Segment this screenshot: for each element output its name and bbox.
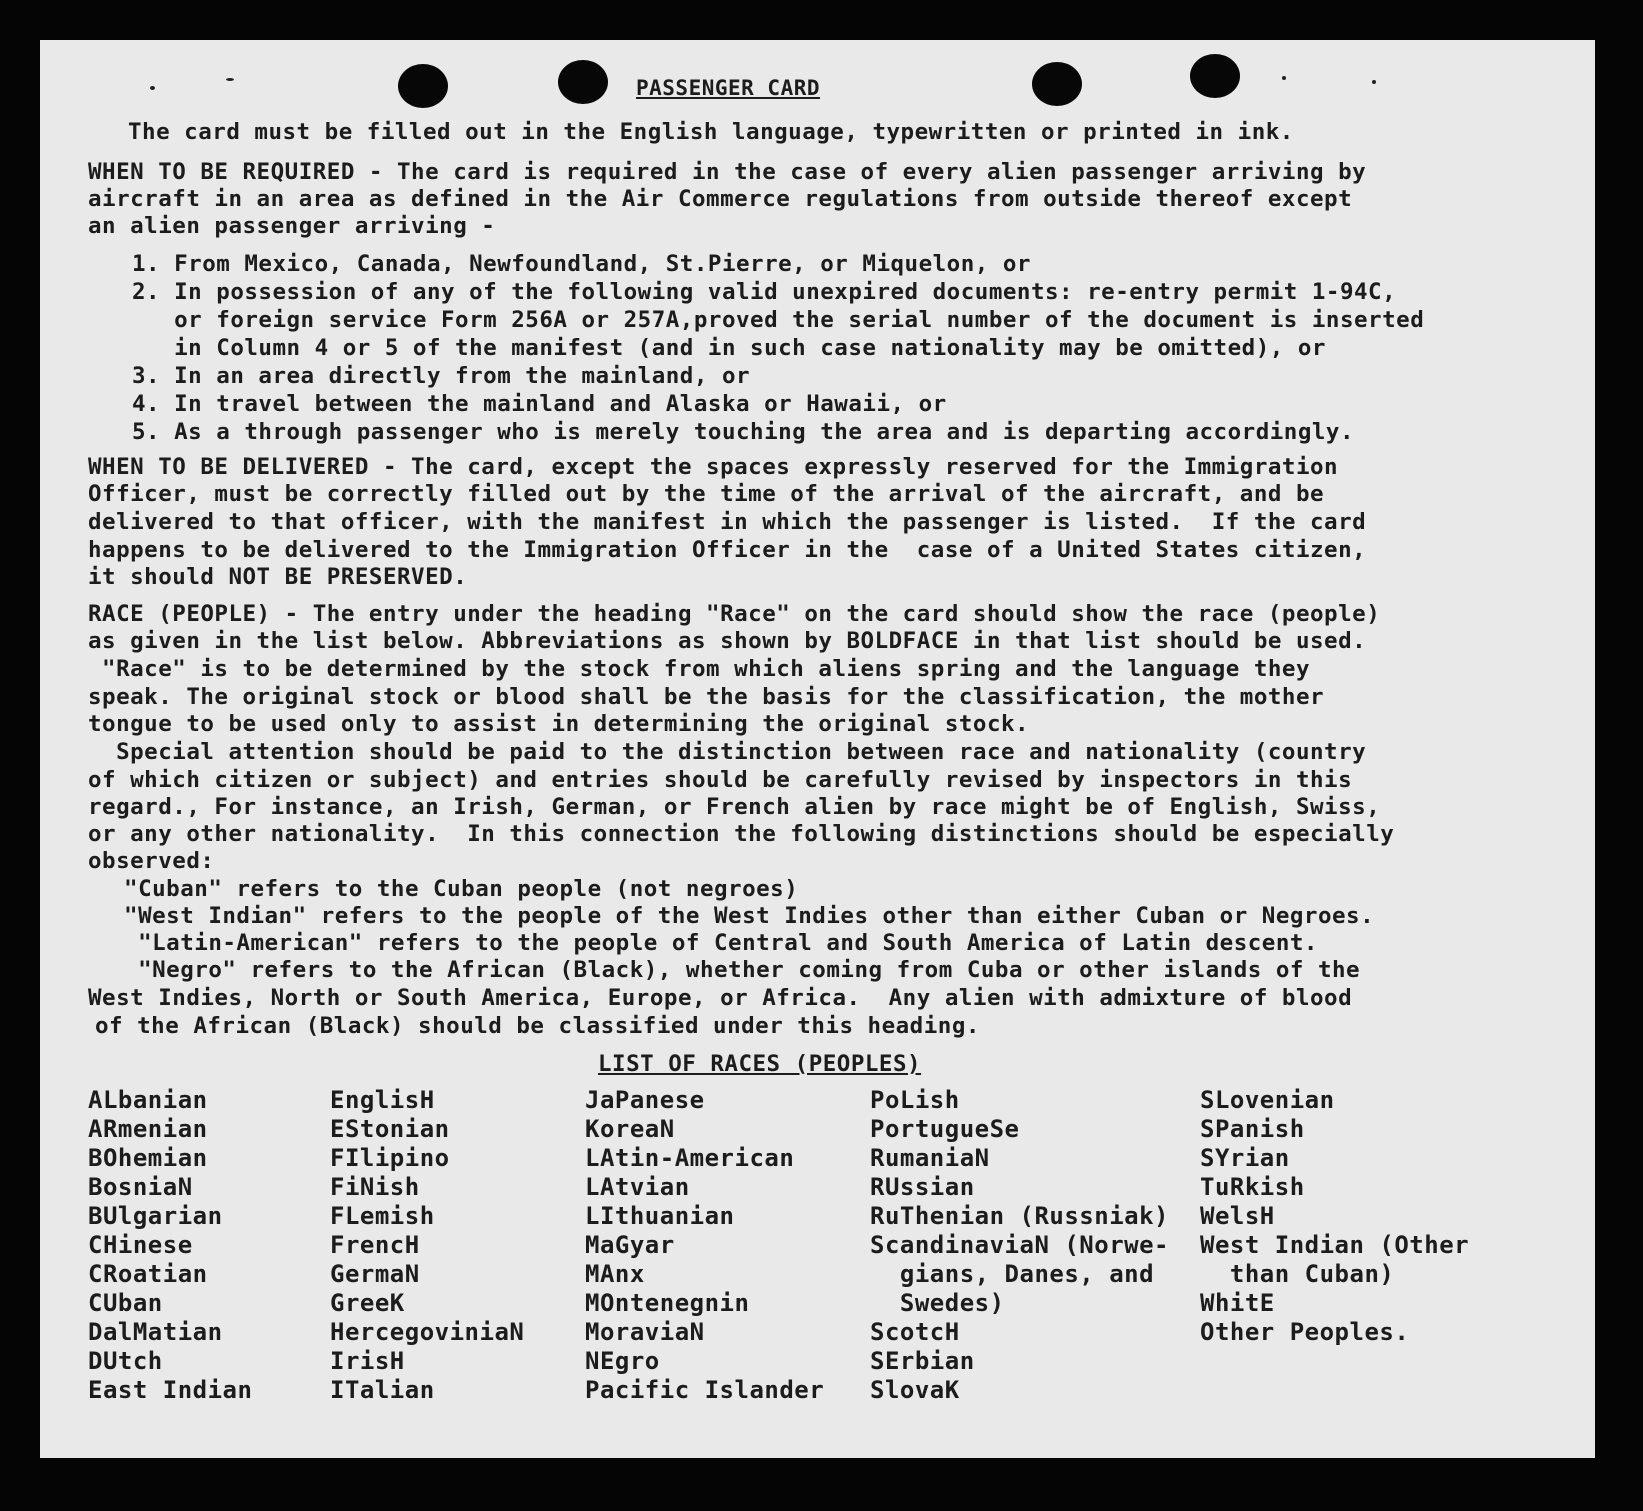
race-name: IrisH <box>330 1347 405 1375</box>
punch-hole <box>1190 54 1240 98</box>
race-name: BUlgarian <box>88 1202 223 1230</box>
race-name: BOhemian <box>88 1144 208 1172</box>
delivered-line: Officer, must be correctly filled out by the time of the arrival of the aircraft, and be <box>88 481 1325 507</box>
race-name: TuRkish <box>1200 1173 1305 1201</box>
race-name: MAnx <box>585 1260 645 1288</box>
exception-item: 1. From Mexico, Canada, Newfoundland, St.Pierre, or Miquelon, or <box>132 251 1031 277</box>
race-name: RumaniaN <box>870 1144 990 1172</box>
race-line: speak. The original stock or blood shall be the basis for the classification, the mother <box>88 684 1325 710</box>
race-name: LIthuanian <box>585 1202 735 1230</box>
race-name: ITalian <box>330 1376 435 1404</box>
exception-item: in Column 4 or 5 of the manifest (and in such case nationality may be omitted), or <box>132 335 1326 361</box>
distinction-line: "Negro" refers to the African (Black), whether coming from Cuba or other islands of the <box>110 957 1361 983</box>
distinction-line: "West Indian" refers to the people of the West Indies other than either Cuban or Negroes. <box>110 903 1375 929</box>
race-name: West Indian (Other <box>1200 1231 1470 1259</box>
race-name: MoraviaN <box>585 1318 705 1346</box>
race-name: EnglisH <box>330 1086 435 1114</box>
race-name: LAtin-American <box>585 1144 795 1172</box>
ink-speck <box>1372 80 1376 84</box>
race-name: SYrian <box>1200 1144 1290 1172</box>
intro-line: The card must be filled out in the English language, typewritten or printed in ink. <box>128 119 1294 145</box>
required-line: aircraft in an area as defined in the Air Commerce regulations from outside thereof except <box>88 186 1353 212</box>
race-column-1 <box>88 1086 252 1405</box>
passenger-card <box>40 40 1595 1458</box>
exception-item: 2. In possession of any of the following valid unexpired documents: re-entry permit 1-94C, <box>132 279 1397 305</box>
race-name: ALbanian <box>88 1086 208 1114</box>
ink-speck <box>1282 76 1286 80</box>
race-name: BosniaN <box>88 1173 193 1201</box>
race-name: GreeK <box>330 1289 405 1317</box>
race-name: FLemish <box>330 1202 435 1230</box>
list-title: LIST OF RACES (PEOPLES) <box>598 1051 922 1077</box>
exception-item: 4. In travel between the mainland and Alaska or Hawaii, or <box>132 391 947 417</box>
race-line: of which citizen or subject) and entries should be carefully revised by inspectors in this <box>88 767 1353 793</box>
race-line: "Race" is to be determined by the stock from which aliens spring and the language they <box>88 656 1311 682</box>
race-name: FiNish <box>330 1173 420 1201</box>
race-name: gians, Danes, and <box>870 1260 1155 1288</box>
race-name: CUban <box>88 1289 163 1317</box>
distinction-line: of the African (Black) should be classified under this heading. <box>95 1013 980 1039</box>
exception-item: or foreign service Form 256A or 257A,proved the serial number of the document is inserted <box>132 307 1425 333</box>
race-name: ScotcH <box>870 1318 960 1346</box>
punch-hole <box>558 60 608 104</box>
ink-speck <box>150 86 155 90</box>
race-name: PoLish <box>870 1086 960 1114</box>
race-name: CRoatian <box>88 1260 208 1288</box>
race-line: Special attention should be paid to the distinction between race and nationality (country <box>88 739 1367 765</box>
race-name: SlovaK <box>870 1376 960 1404</box>
required-line: WHEN TO BE REQUIRED - The card is required in the case of every alien passenger arriving by <box>88 159 1367 185</box>
delivered-line: WHEN TO BE DELIVERED - The card, except the spaces expressly reserved for the Immigration <box>88 454 1339 480</box>
race-name: RUssian <box>870 1173 975 1201</box>
distinction-line: "Latin-American" refers to the people of Central and South America of Latin descent. <box>110 930 1318 956</box>
race-name: than Cuban) <box>1200 1260 1395 1288</box>
race-name: FrencH <box>330 1231 420 1259</box>
race-name: DUtch <box>88 1347 163 1375</box>
race-name: East Indian <box>88 1376 253 1404</box>
race-name: JaPanese <box>585 1086 705 1114</box>
race-name: WhitE <box>1200 1289 1275 1317</box>
race-name: ARmenian <box>88 1115 208 1143</box>
race-name: FIlipino <box>330 1144 450 1172</box>
race-name: KoreaN <box>585 1115 675 1143</box>
punch-hole <box>398 64 448 108</box>
race-name: Pacific Islander <box>585 1376 825 1404</box>
race-name: NEgro <box>585 1347 660 1375</box>
race-line: observed: <box>88 848 215 874</box>
race-name: SLovenian <box>1200 1086 1335 1114</box>
race-line: RACE (PEOPLE) - The entry under the heading "Race" on the card should show the race (people) <box>88 601 1381 627</box>
race-line: as given in the list below. Abbreviations as shown by BOLDFACE in that list should be used. <box>88 628 1367 654</box>
race-column-4 <box>870 1086 1169 1405</box>
delivered-line: it should NOT BE PRESERVED. <box>88 564 468 590</box>
delivered-line: delivered to that officer, with the manifest in which the passenger is listed. If the card <box>88 509 1367 535</box>
exception-item: 5. As a through passenger who is merely touching the area and is departing accordingly. <box>132 419 1355 445</box>
race-name: EStonian <box>330 1115 450 1143</box>
race-name: WelsH <box>1200 1202 1275 1230</box>
race-name: MOntenegnin <box>585 1289 750 1317</box>
race-column-5 <box>1200 1086 1469 1347</box>
race-name: SPanish <box>1200 1115 1305 1143</box>
race-name: PortugueSe <box>870 1115 1020 1143</box>
race-name: GermaN <box>330 1260 420 1288</box>
race-name: HercegoviniaN <box>330 1318 525 1346</box>
race-name: CHinese <box>88 1231 193 1259</box>
race-column-2 <box>330 1086 524 1405</box>
race-line: or any other nationality. In this connection the following distinctions should be especially <box>88 821 1395 847</box>
race-name: MaGyar <box>585 1231 675 1259</box>
race-name: ScandinaviaN (Norwe- <box>870 1231 1169 1259</box>
race-name: RuThenian (Russniak) <box>870 1202 1169 1230</box>
delivered-line: happens to be delivered to the Immigration Officer in the case of a United States citizen, <box>88 537 1367 563</box>
distinction-line: West Indies, North or South America, Europe, or Africa. Any alien with admixture of blood <box>88 985 1353 1011</box>
exception-item: 3. In an area directly from the mainland, or <box>132 363 751 389</box>
race-column-3 <box>585 1086 824 1405</box>
ink-speck <box>226 78 234 81</box>
race-line: tongue to be used only to assist in determining the original stock. <box>88 711 1030 737</box>
race-name: Other Peoples. <box>1200 1318 1410 1346</box>
race-name: DalMatian <box>88 1318 223 1346</box>
card-title: PASSENGER CARD <box>636 76 821 100</box>
race-name: LAtvian <box>585 1173 690 1201</box>
required-line: an alien passenger arriving - <box>88 213 496 239</box>
punch-hole <box>1032 62 1082 106</box>
race-name: SErbian <box>870 1347 975 1375</box>
race-name: Swedes) <box>870 1289 1005 1317</box>
distinction-line: "Cuban" refers to the Cuban people (not negroes) <box>110 876 799 902</box>
race-line: regard., For instance, an Irish, German, or French alien by race might be of English, Swiss, <box>88 794 1381 820</box>
